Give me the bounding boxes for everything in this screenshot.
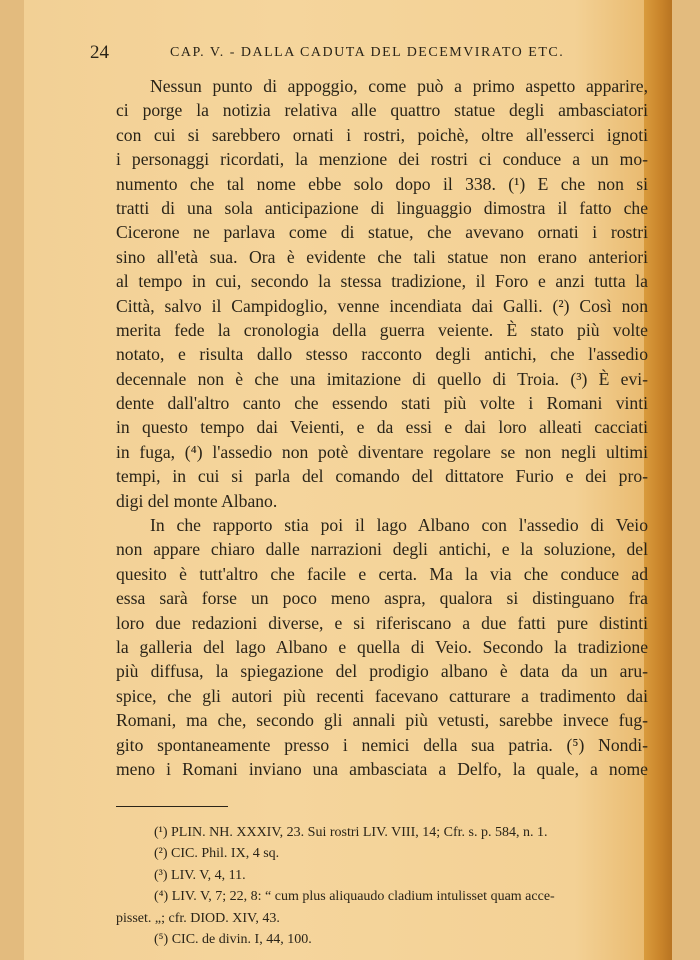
text-line: dente dall'altro canto che essendo stati più volte i Romani vinti: [116, 393, 648, 414]
text-line: sino all'età sua. Ora è evidente che tali statue non erano anteriori: [116, 246, 648, 267]
body-text: [116, 74, 648, 781]
text-line: merita fede la cronologia della guerra veiente. È stato più volte: [116, 319, 648, 340]
page-edge: [644, 0, 672, 960]
footnote-continuation: pisset. „; cfr. DIOD. XIV, 43.: [116, 910, 280, 926]
footnote: (¹) PLIN. NH. XXXIV, 23. Sui rostri LIV. VIII, 14; Cfr. s. p. 584, n. 1.: [154, 825, 548, 840]
text-line: Nessun punto di appoggio, come può a primo aspetto apparire,: [150, 76, 648, 96]
text-line: con cui si sarebbero ornati i rostri, poichè, oltre all'esserci ignoti: [116, 124, 648, 145]
text-line: Città, salvo il Campidoglio, venne incendiata dai Galli. (²) Così non: [116, 295, 648, 316]
text-line: digi del monte Albano.: [116, 490, 278, 511]
footnote: (³) LIV. V, 4, 11.: [154, 867, 246, 883]
text-line: gito spontaneamente presso i nemici della sua patria. (⁵) Nondi-: [116, 734, 648, 755]
footnote: (²) CIC. Phil. IX, 4 sq.: [154, 846, 280, 862]
text-line: meno i Romani inviano una ambasciata a Delfo, la quale, a nome: [116, 758, 648, 779]
page-number: 24: [90, 42, 109, 63]
page-header: [90, 42, 650, 64]
text-line: i personaggi ricordati, la menzione dei rostri ci conduce a un mo-: [116, 149, 648, 170]
text-line: Romani, ma che, secondo gli annali più vetusti, sarebbe invece fug-: [116, 710, 648, 731]
footnote: (⁵) CIC. de divin. I, 44, 100.: [154, 931, 312, 947]
footnote-rule: [116, 806, 228, 807]
text-line: ci porge la notizia relativa alle quattro statue degli ambasciatori: [116, 100, 648, 121]
text-line: tempi, in cui si parla del comando del dittatore Furio e dei pro-: [116, 466, 648, 487]
running-title: CAP. V. - DALLA CADUTA DEL DECEMVIRATO ETC.: [170, 45, 565, 60]
text-line: più diffusa, la spiegazione del prodigio albano è data da un aru-: [116, 661, 648, 682]
footnote: (⁴) LIV. V, 7; 22, 8: “ cum plus aliquaudo cladium intulisset quam acce-: [154, 889, 555, 905]
text-line: decennale non è che una imitazione di quello di Troia. (³) È evi-: [116, 368, 648, 389]
footnotes: [116, 822, 648, 950]
text-line: In che rapporto stia poi il lago Albano con l'assedio di Veio: [150, 515, 648, 536]
book-page: [24, 0, 672, 960]
text-line: in questo tempo dai Veienti, e da essi e dai loro alleati cacciati: [116, 417, 648, 438]
text-line: non appare chiaro dalle narrazioni degli antichi, e la soluzione, del: [116, 539, 648, 560]
text-line: al tempo in cui, secondo la stessa tradizione, il Foro e anzi tutta la: [116, 271, 648, 292]
text-line: tratti di una sola anticipazione di linguaggio dimostra il fatto che: [116, 197, 648, 218]
text-line: quesito è tutt'altro che facile e certa. Ma la via che conduce ad: [116, 563, 648, 584]
text-line: notato, e risulta dallo stesso racconto degli antichi, che l'assedio: [116, 344, 648, 365]
text-line: essa sarà forse un poco meno aspra, qualora si distinguano fra: [116, 588, 648, 609]
text-line: in fuga, (⁴) l'assedio non potè diventare regolare se non negli ultimi: [116, 441, 648, 462]
text-line: la galleria del lago Albano e quella di Veio. Secondo la tradizione: [116, 636, 648, 657]
text-line: spice, che gli autori più recenti facevano catturare a tradimento dai: [116, 685, 648, 706]
text-line: numento che tal nome ebbe solo dopo il 338. (¹) E che non si: [116, 173, 648, 194]
text-line: Cicerone ne parlava come di statue, che avevano ornati i rostri: [116, 222, 648, 243]
text-line: loro due redazioni diverse, e si riferiscano a due fatti pure distinti: [116, 612, 648, 633]
